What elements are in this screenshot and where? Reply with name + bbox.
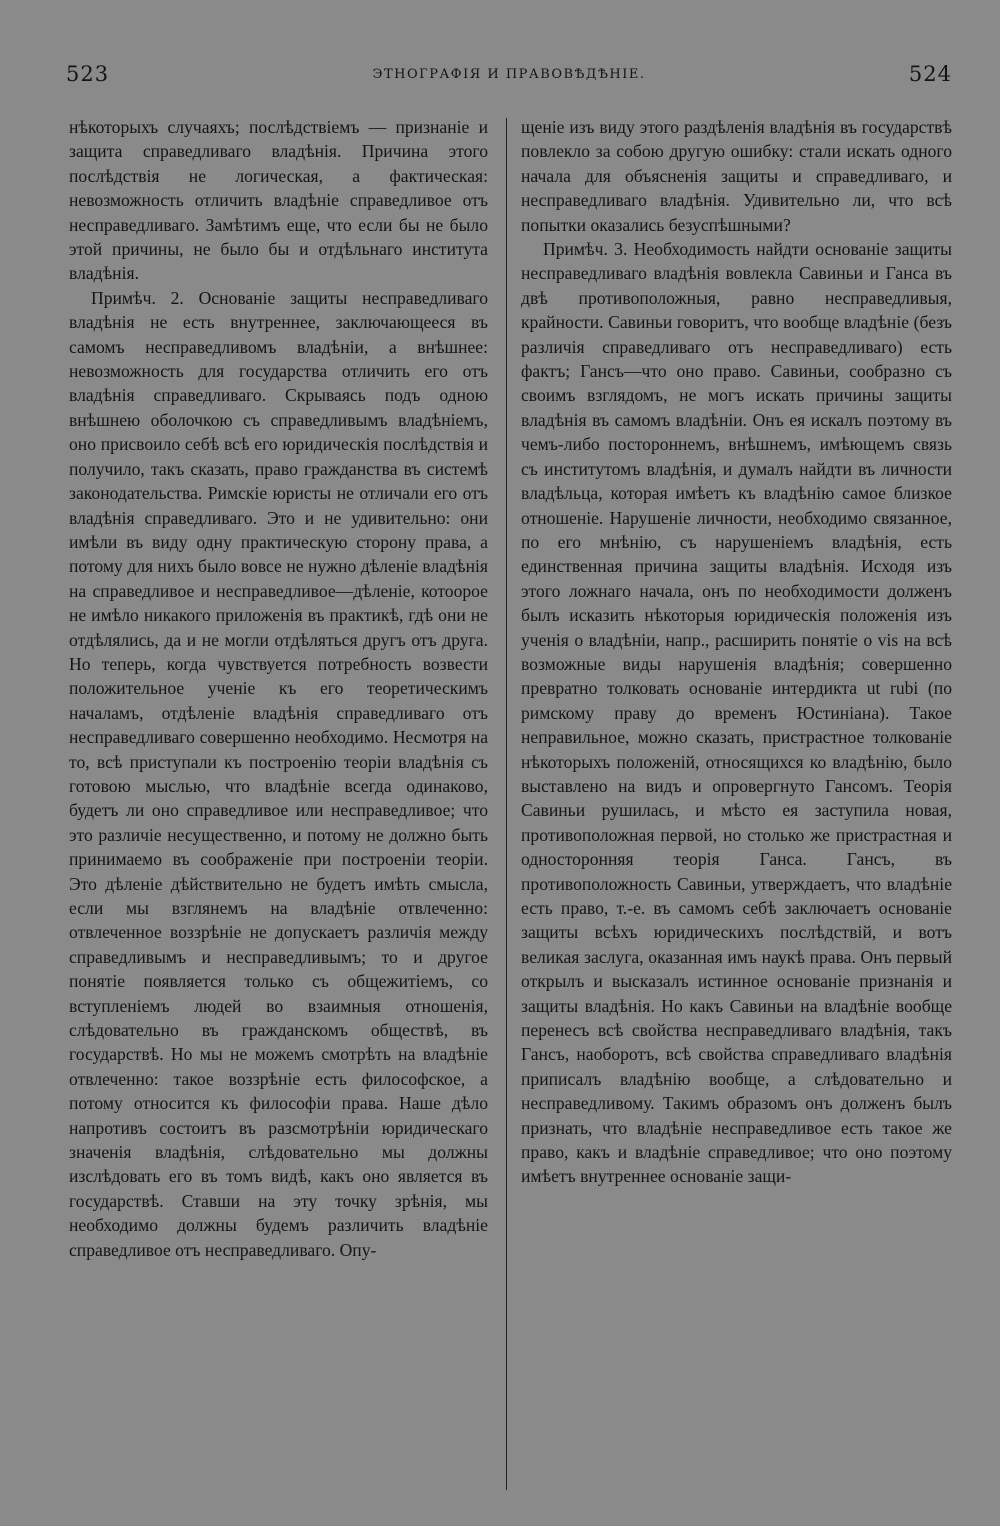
paragraph-note-2: Примѣч. 2. Основаніе защиты несправедливаго владѣнія не есть внутреннее, заключающееся въ самомъ несправедливомъ владѣніи, а внѣшнее: невозможность для государства отличить его отъ владѣнія справедливаго. Скрываясь подъ одною внѣшнею оболочкою съ справедливымъ владѣніемъ, оно присвоило себѣ всѣ его юридическія послѣдствія и получило, такъ сказать, право гражданства въ системѣ законодательства. Римскіе юристы не отличали его отъ владѣнія справедливаго. Это и не удивительно: они имѣли въ виду одну практическую сторону права, а потому для нихъ было вовсе не нужно дѣленіе владѣнія на справедливое и несправедливое—дѣленіе, котоорое не имѣло никакого приложенія въ практикѣ, гдѣ они не отдѣлялись, да и не могли отдѣляться другъ отъ друга. Но теперь, когда чувствуется потребность возвести положительное ученіе къ его теоретическимъ началамъ, отдѣленіе владѣнія справедливаго отъ несправедливаго совершенно необходимо. Несмотря на то, всѣ приступали къ построенію теоріи владѣнія съ готовою мыслью, что владѣніе всегда одинаково, будетъ ли оно справедливое или несправедливое; что это различіе несущественно, и потому не должно быть принимаемо въ соображеніе при построеніи теоріи. Это дѣленіе дѣйствительно не будетъ имѣть смысла, если мы взглянемъ на владѣніе отвлеченно: отвлеченное воззрѣніе не допускаетъ различія между справедливымъ и несправедливымъ; то и другое понятіе появляется только съ общежитіемъ, со вступленіемъ людей во взаимныя отношенія, слѣдовательно въ гражданскомъ обществѣ, въ государствѣ. Но мы не можемъ смотрѣть на владѣніе отвлеченно: такое воззрѣніе есть философское, а потому относится къ философіи права. Наше дѣло напротивъ состоитъ въ разсмотрѣніи юридическаго значенія владѣнія, слѣдовательно мы должны изслѣдовать его въ томъ видѣ, какъ оно является въ государствѣ. Ставши на эту точку зрѣнія, мы необходимо должны будемъ различить владѣніе справедливое отъ несправедливаго. Опу- xyxy=(69,287,488,1260)
right-column xyxy=(521,115,952,1189)
paragraph: нѣкоторыхъ случаяхъ; послѣдствіемъ — признаніе и защита справедливаго владѣнія. Причина этого послѣдствія не логическая, а фактическая: невозможность отличить владѣніе справедливое отъ несправедливаго. Замѣтимъ еще, что если бы не было этой причины, не было бы и отдѣльнаго института владѣнія. xyxy=(69,117,488,284)
page-header xyxy=(66,62,952,92)
column-divider xyxy=(506,118,507,1490)
left-column xyxy=(69,115,488,1262)
left-page-number: 523 xyxy=(66,62,110,86)
paragraph-note-3: Примѣч. 3. Необходимость найдти основаніе защиты несправедливаго владѣнія вовлекла Савиньи и Ганса въ двѣ противоположныя, равно несправедливыя, крайности. Савиньи говоритъ, что вообще владѣніе (безъ различія справедливаго отъ несправедливаго) есть фактъ; Гансъ—что оно право. Савиньи, сообразно съ своимъ взглядомъ, не могъ искать причины защиты владѣнія въ самомъ владѣніи. Онъ ея искалъ поэтому въ чемъ-либо постороннемъ, внѣшнемъ, имѣющемъ связь съ институтомъ владѣнія, и думалъ найдти въ личности владѣльца, которая имѣетъ къ владѣнію самое близкое отношеніе. Нарушеніе личности, необходимо связанное, по его мнѣнію, съ нарушеніемъ владѣнія, есть единственная причина защиты владѣнія. Исходя изъ этого ложнаго начала, онъ по необходимости долженъ былъ исказить нѣкоторыя юридическія положенія изъ ученія о владѣніи, напр., расширить понятіе о vis на всѣ возможные виды нарушенія владѣнія; совершенно превратно толковать основаніе интердикта ut rubi (по римскому праву до временъ Юстиніана). Такое неправильное, можно сказать, пристрастное толкованіе нѣкоторыхъ положеній, относящихся ко владѣнію, было выставлено на видъ и опровергнуто Гансомъ. Теорія Савиньи рушилась, и мѣсто ея заступила новая, противоположная первой, но столько же пристрастная и односторонняя теорія Ганса. Гансъ, въ противоположность Савиньи, утверждаетъ, что владѣніе есть право, т.-е. въ самомъ себѣ заключаетъ основаніе защиты всѣхъ юридическихъ послѣдствій, и вотъ великая заслуга, оказанная имъ наукѣ права. Онъ первый открылъ и высказалъ истинное основаніе признанія и защиты владѣнія. Но какъ Савиньи на владѣніе вообще перенесъ всѣ свойства несправедливаго владѣнія, такъ Гансъ, наоборотъ, всѣ свойства справедливаго владѣнія приписалъ владѣнію вообще, а слѣдовательно и несправедливому. Такимъ образомъ онъ долженъ былъ признать, что владѣніе несправедливое есть такое же право, какъ и владѣніе справедливое; что оно поэтому имѣетъ внутреннее основаніе защи- xyxy=(521,239,952,1187)
right-page-number: 524 xyxy=(908,62,952,86)
paragraph: щеніе изъ виду этого раздѣленія владѣнія въ государствѣ повлекло за собою другую ошибку: стали искать одного начала для объясненія защиты и справедливаго, и несправедливаго владѣнія. Удивительно ли, что всѣ попытки оказались безуспѣшными? xyxy=(521,117,952,235)
running-title: ЭТНОГРАФІЯ И ПРАВОВѢДѢНІЕ. xyxy=(372,67,646,82)
